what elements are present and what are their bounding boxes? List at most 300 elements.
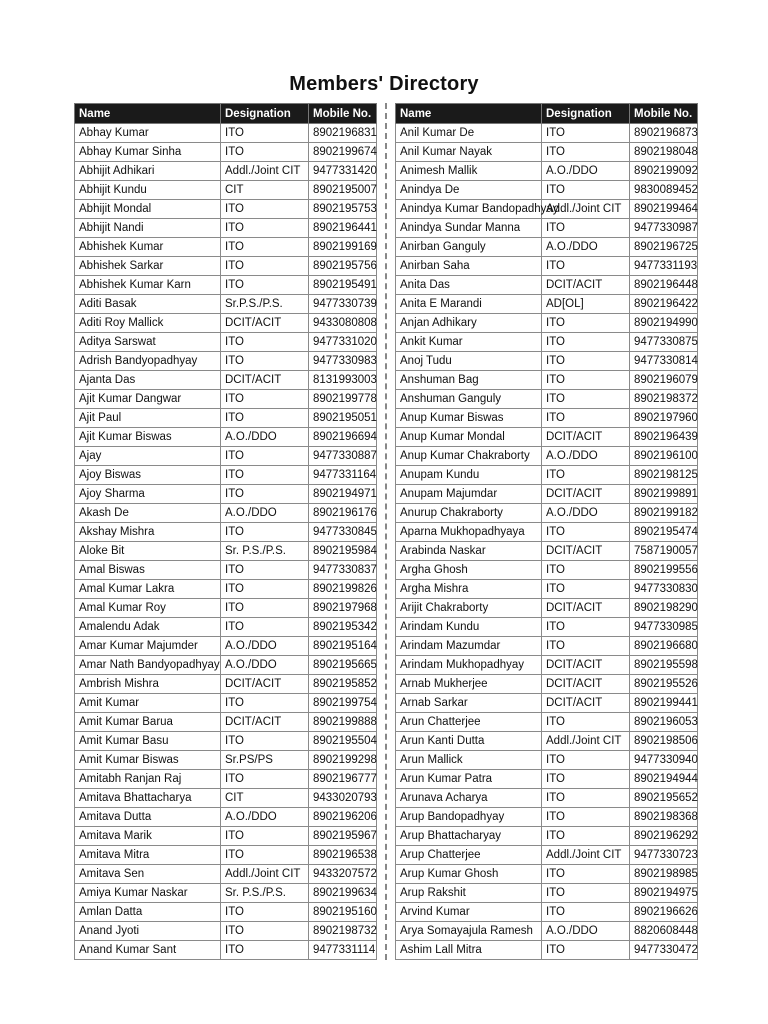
cell-mobile: 8902195491 [309, 276, 377, 295]
table-row [75, 276, 377, 295]
table-row [396, 504, 698, 523]
cell-mobile: 8902194975 [630, 884, 698, 903]
table-row [75, 903, 377, 922]
table-row [75, 732, 377, 751]
cell-name: Aparna Mukhopadhyaya [396, 523, 542, 542]
cell-designation: ITO [221, 276, 309, 295]
table-row [75, 637, 377, 656]
cell-name: Akshay Mishra [75, 523, 221, 542]
cell-name: Animesh Mallik [396, 162, 542, 181]
cell-designation: DCIT/ACIT [542, 656, 630, 675]
cell-designation: A.O./DDO [542, 238, 630, 257]
cell-mobile: 8902198732 [309, 922, 377, 941]
cell-designation: ITO [542, 219, 630, 238]
table-row [396, 371, 698, 390]
cell-designation: ITO [542, 124, 630, 143]
cell-mobile: 8902199754 [309, 694, 377, 713]
cell-designation: Addl./Joint CIT [221, 865, 309, 884]
directory-table-right [395, 103, 698, 960]
cell-name: Arup Kumar Ghosh [396, 865, 542, 884]
cell-name: Anand Kumar Sant [75, 941, 221, 960]
table-row [75, 352, 377, 371]
cell-name: Amar Nath Bandyopadhyay [75, 656, 221, 675]
cell-mobile: 8902196694 [309, 428, 377, 447]
cell-name: Anup Kumar Biswas [396, 409, 542, 428]
cell-name: Ajit Kumar Dangwar [75, 390, 221, 409]
cell-mobile: 8902196053 [630, 713, 698, 732]
cell-mobile: 8902195504 [309, 732, 377, 751]
cell-name: Ajit Paul [75, 409, 221, 428]
table-header-row [75, 104, 377, 124]
cell-designation: A.O./DDO [221, 504, 309, 523]
table-row [396, 751, 698, 770]
cell-mobile: 8902198506 [630, 732, 698, 751]
cell-name: Ambrish Mishra [75, 675, 221, 694]
cell-name: Amitava Bhattacharya [75, 789, 221, 808]
cell-designation: Sr. P.S./P.S. [221, 884, 309, 903]
cell-mobile: 8902196777 [309, 770, 377, 789]
cell-name: Ajit Kumar Biswas [75, 428, 221, 447]
table-row [396, 428, 698, 447]
table-row [75, 181, 377, 200]
table-row [75, 523, 377, 542]
cell-name: Anil Kumar Nayak [396, 143, 542, 162]
cell-designation: Sr.PS/PS [221, 751, 309, 770]
cell-designation: ITO [542, 637, 630, 656]
cell-mobile: 8902199182 [630, 504, 698, 523]
cell-name: Amiya Kumar Naskar [75, 884, 221, 903]
cell-designation: ITO [221, 447, 309, 466]
cell-name: Arun Kumar Patra [396, 770, 542, 789]
cell-name: Argha Ghosh [396, 561, 542, 580]
table-row [75, 466, 377, 485]
table-row [396, 922, 698, 941]
cell-mobile: 8131993003 [309, 371, 377, 390]
cell-name: Amal Kumar Roy [75, 599, 221, 618]
cell-designation: ITO [542, 580, 630, 599]
cell-mobile: 8902196538 [309, 846, 377, 865]
cell-mobile: 8902196448 [630, 276, 698, 295]
cell-name: Anup Kumar Chakraborty [396, 447, 542, 466]
cell-name: Anindya Kumar Bandopadhyay [396, 200, 542, 219]
table-row [75, 599, 377, 618]
cell-name: Aloke Bit [75, 542, 221, 561]
cell-name: Amit Kumar Biswas [75, 751, 221, 770]
cell-name: Amitabh Ranjan Raj [75, 770, 221, 789]
cell-designation: ITO [542, 789, 630, 808]
cell-name: Amit Kumar Barua [75, 713, 221, 732]
cell-designation: ITO [542, 257, 630, 276]
table-row [396, 884, 698, 903]
table-row [396, 447, 698, 466]
cell-name: Abhijit Adhikari [75, 162, 221, 181]
cell-designation: DCIT/ACIT [542, 485, 630, 504]
table-row [75, 238, 377, 257]
cell-designation: ITO [221, 523, 309, 542]
cell-name: Anoj Tudu [396, 352, 542, 371]
cell-designation: ITO [542, 314, 630, 333]
table-row [396, 352, 698, 371]
cell-mobile: 9433080808 [309, 314, 377, 333]
table-row [75, 257, 377, 276]
cell-mobile: 9477330837 [309, 561, 377, 580]
table-row [75, 447, 377, 466]
cell-mobile: 8902195753 [309, 200, 377, 219]
cell-designation: ITO [221, 922, 309, 941]
table-row [75, 656, 377, 675]
cell-designation: ITO [542, 751, 630, 770]
table-row [396, 314, 698, 333]
table-row [396, 789, 698, 808]
cell-designation: ITO [221, 124, 309, 143]
cell-name: Arnab Mukherjee [396, 675, 542, 694]
table-row [396, 580, 698, 599]
table-row [396, 827, 698, 846]
cell-designation: DCIT/ACIT [221, 713, 309, 732]
directory-table-left [74, 103, 377, 960]
table-row [396, 694, 698, 713]
cell-designation: A.O./DDO [221, 428, 309, 447]
cell-name: Abhishek Sarkar [75, 257, 221, 276]
table-row [75, 827, 377, 846]
cell-mobile: 8902199826 [309, 580, 377, 599]
table-row [75, 314, 377, 333]
cell-name: Anjan Adhikary [396, 314, 542, 333]
cell-designation: ITO [221, 200, 309, 219]
table-row [75, 713, 377, 732]
cell-designation: ITO [542, 827, 630, 846]
cell-mobile: 8902199464 [630, 200, 698, 219]
cell-mobile: 8902198290 [630, 599, 698, 618]
cell-mobile: 8902195051 [309, 409, 377, 428]
table-row [396, 162, 698, 181]
table-row [75, 428, 377, 447]
cell-mobile: 8902195342 [309, 618, 377, 637]
cell-designation: DCIT/ACIT [542, 694, 630, 713]
cell-designation: DCIT/ACIT [542, 276, 630, 295]
cell-mobile: 9477330472 [630, 941, 698, 960]
cell-name: Abhijit Nandi [75, 219, 221, 238]
cell-name: Aditi Roy Mallick [75, 314, 221, 333]
table-row [75, 580, 377, 599]
cell-name: Arup Bandopadhyay [396, 808, 542, 827]
table-row [75, 694, 377, 713]
table-row [75, 200, 377, 219]
cell-name: Aditya Sarswat [75, 333, 221, 352]
cell-name: Abhishek Kumar Karn [75, 276, 221, 295]
cell-name: Arup Chatterjee [396, 846, 542, 865]
cell-designation: ITO [221, 827, 309, 846]
cell-designation: ITO [221, 618, 309, 637]
cell-name: Arijit Chakraborty [396, 599, 542, 618]
cell-designation: DCIT/ACIT [542, 428, 630, 447]
table-row [396, 124, 698, 143]
cell-name: Anupam Majumdar [396, 485, 542, 504]
cell-name: Anita Das [396, 276, 542, 295]
cell-mobile: 8902195756 [309, 257, 377, 276]
cell-mobile: 8902196100 [630, 447, 698, 466]
cell-designation: A.O./DDO [542, 922, 630, 941]
cell-mobile: 9830089452 [630, 181, 698, 200]
cell-name: Aditi Basak [75, 295, 221, 314]
cell-designation: Addl./Joint CIT [542, 200, 630, 219]
cell-designation: ITO [221, 238, 309, 257]
cell-mobile: 8902199556 [630, 561, 698, 580]
cell-mobile: 9477331114 [309, 941, 377, 960]
cell-designation: ITO [221, 694, 309, 713]
table-row [396, 409, 698, 428]
cell-mobile: 8902195526 [630, 675, 698, 694]
cell-name: Ajoy Biswas [75, 466, 221, 485]
table-row [75, 485, 377, 504]
table-row [75, 390, 377, 409]
table-row [396, 333, 698, 352]
cell-designation: ITO [221, 485, 309, 504]
cell-name: Arun Chatterjee [396, 713, 542, 732]
cell-designation: ITO [221, 409, 309, 428]
table-row [396, 523, 698, 542]
cell-mobile: 9477330983 [309, 352, 377, 371]
cell-designation: ITO [221, 941, 309, 960]
cell-designation: DCIT/ACIT [542, 599, 630, 618]
cell-mobile: 8902198048 [630, 143, 698, 162]
cell-name: Anindya Sundar Manna [396, 219, 542, 238]
cell-mobile: 8902196725 [630, 238, 698, 257]
cell-designation: AD[OL] [542, 295, 630, 314]
cell-name: Anshuman Bag [396, 371, 542, 390]
table-row [396, 770, 698, 789]
cell-mobile: 9477331020 [309, 333, 377, 352]
table-row [396, 542, 698, 561]
cell-name: Ajay [75, 447, 221, 466]
table-row [75, 124, 377, 143]
cell-designation: ITO [221, 333, 309, 352]
cell-designation: ITO [542, 770, 630, 789]
cell-designation: ITO [542, 409, 630, 428]
table-row [396, 181, 698, 200]
column-header-name: Name [396, 104, 542, 124]
cell-mobile: 9477330985 [630, 618, 698, 637]
cell-mobile: 8902195474 [630, 523, 698, 542]
cell-name: Ajoy Sharma [75, 485, 221, 504]
cell-mobile: 8902195160 [309, 903, 377, 922]
table-row [396, 675, 698, 694]
cell-mobile: 8902194990 [630, 314, 698, 333]
cell-designation: DCIT/ACIT [542, 675, 630, 694]
table-row [396, 713, 698, 732]
cell-name: Arun Mallick [396, 751, 542, 770]
cell-designation: ITO [542, 143, 630, 162]
table-row [75, 219, 377, 238]
cell-mobile: 8902199441 [630, 694, 698, 713]
table-row [75, 542, 377, 561]
cell-designation: DCIT/ACIT [542, 542, 630, 561]
cell-designation: ITO [221, 466, 309, 485]
cell-designation: DCIT/ACIT [221, 675, 309, 694]
cell-name: Amitava Sen [75, 865, 221, 884]
cell-designation: ITO [542, 333, 630, 352]
table-row [75, 770, 377, 789]
cell-mobile: 9477331164 [309, 466, 377, 485]
cell-mobile: 8902196873 [630, 124, 698, 143]
cell-name: Amit Kumar Basu [75, 732, 221, 751]
cell-designation: ITO [542, 181, 630, 200]
table-row [75, 941, 377, 960]
cell-mobile: 8902194944 [630, 770, 698, 789]
cell-mobile: 8902198372 [630, 390, 698, 409]
table-row [75, 846, 377, 865]
cell-name: Amar Kumar Majumder [75, 637, 221, 656]
cell-mobile: 9477330875 [630, 333, 698, 352]
cell-mobile: 8902195984 [309, 542, 377, 561]
table-row [396, 846, 698, 865]
page-title: Members' Directory [289, 73, 479, 96]
cell-mobile: 8902199778 [309, 390, 377, 409]
cell-name: Arindam Mukhopadhyay [396, 656, 542, 675]
cell-designation: ITO [221, 903, 309, 922]
cell-designation: ITO [221, 143, 309, 162]
cell-name: Amitava Dutta [75, 808, 221, 827]
cell-mobile: 8902195852 [309, 675, 377, 694]
table-row [396, 295, 698, 314]
cell-mobile: 9477330845 [309, 523, 377, 542]
cell-mobile: 8902197968 [309, 599, 377, 618]
table-body-left [75, 124, 377, 960]
table-row [396, 732, 698, 751]
table-row [396, 865, 698, 884]
table-row [396, 561, 698, 580]
cell-name: Arya Somayajula Ramesh [396, 922, 542, 941]
cell-mobile: 8902199634 [309, 884, 377, 903]
table-row [396, 257, 698, 276]
cell-name: Arvind Kumar [396, 903, 542, 922]
cell-designation: ITO [221, 390, 309, 409]
table-row [75, 922, 377, 941]
table-row [396, 656, 698, 675]
table-row [75, 409, 377, 428]
cell-designation: A.O./DDO [542, 447, 630, 466]
table-row [75, 751, 377, 770]
cell-designation: ITO [542, 713, 630, 732]
cell-designation: ITO [542, 808, 630, 827]
cell-designation: A.O./DDO [542, 162, 630, 181]
cell-mobile: 8902199169 [309, 238, 377, 257]
cell-name: Anupam Kundu [396, 466, 542, 485]
table-row [396, 466, 698, 485]
cell-mobile: 8902196441 [309, 219, 377, 238]
cell-designation: ITO [221, 257, 309, 276]
cell-designation: A.O./DDO [542, 504, 630, 523]
cell-name: Amlan Datta [75, 903, 221, 922]
cell-mobile: 9477331193 [630, 257, 698, 276]
cell-designation: CIT [221, 181, 309, 200]
cell-mobile: 8820608448 [630, 922, 698, 941]
cell-name: Abhishek Kumar [75, 238, 221, 257]
table-row [75, 675, 377, 694]
cell-name: Arunava Acharya [396, 789, 542, 808]
cell-mobile: 9433207572 [309, 865, 377, 884]
cell-name: Abhijit Mondal [75, 200, 221, 219]
cell-mobile: 8902196439 [630, 428, 698, 447]
cell-mobile: 8902195665 [309, 656, 377, 675]
cell-designation: ITO [221, 846, 309, 865]
cell-name: Anurup Chakraborty [396, 504, 542, 523]
table-row [396, 390, 698, 409]
cell-designation: ITO [542, 561, 630, 580]
cell-mobile: 9477330814 [630, 352, 698, 371]
cell-name: Arindam Kundu [396, 618, 542, 637]
table-row [396, 219, 698, 238]
cell-designation: Sr.P.S./P.S. [221, 295, 309, 314]
column-header-mobile: Mobile No. [630, 104, 698, 124]
table-body-right [396, 124, 698, 960]
cell-mobile: 8902199891 [630, 485, 698, 504]
cell-designation: ITO [542, 371, 630, 390]
column-divider [385, 103, 387, 960]
cell-name: Anirban Ganguly [396, 238, 542, 257]
table-header-row [396, 104, 698, 124]
cell-name: Anirban Saha [396, 257, 542, 276]
table-row [396, 941, 698, 960]
column-header-designation: Designation [542, 104, 630, 124]
cell-mobile: 8902199092 [630, 162, 698, 181]
cell-name: Anil Kumar De [396, 124, 542, 143]
cell-designation: ITO [221, 732, 309, 751]
cell-designation: Addl./Joint CIT [221, 162, 309, 181]
cell-name: Amitava Marik [75, 827, 221, 846]
cell-mobile: 8902199674 [309, 143, 377, 162]
table-row [396, 903, 698, 922]
cell-designation: ITO [542, 903, 630, 922]
cell-designation: Sr. P.S./P.S. [221, 542, 309, 561]
cell-mobile: 7587190057 [630, 542, 698, 561]
cell-mobile: 8902195598 [630, 656, 698, 675]
cell-name: Ankit Kumar [396, 333, 542, 352]
cell-mobile: 8902196831 [309, 124, 377, 143]
column-header-mobile: Mobile No. [309, 104, 377, 124]
cell-designation: ITO [542, 941, 630, 960]
cell-name: Anita E Marandi [396, 295, 542, 314]
cell-designation: ITO [542, 618, 630, 637]
cell-name: Amal Biswas [75, 561, 221, 580]
column-header-designation: Designation [221, 104, 309, 124]
cell-mobile: 9477330830 [630, 580, 698, 599]
cell-designation: A.O./DDO [221, 637, 309, 656]
cell-mobile: 9477330887 [309, 447, 377, 466]
table-row [396, 808, 698, 827]
table-row [75, 884, 377, 903]
cell-mobile: 8902196422 [630, 295, 698, 314]
table-row [75, 143, 377, 162]
cell-mobile: 8902196079 [630, 371, 698, 390]
cell-name: Anindya De [396, 181, 542, 200]
cell-mobile: 9477330940 [630, 751, 698, 770]
cell-designation: DCIT/ACIT [221, 314, 309, 333]
cell-name: Ajanta Das [75, 371, 221, 390]
table-row [75, 371, 377, 390]
cell-designation: ITO [542, 390, 630, 409]
cell-mobile: 9477331420 [309, 162, 377, 181]
cell-name: Amalendu Adak [75, 618, 221, 637]
cell-designation: A.O./DDO [221, 656, 309, 675]
table-row [75, 618, 377, 637]
cell-name: Abhay Kumar [75, 124, 221, 143]
cell-name: Amal Kumar Lakra [75, 580, 221, 599]
cell-designation: Addl./Joint CIT [542, 846, 630, 865]
cell-name: Abhijit Kundu [75, 181, 221, 200]
cell-mobile: 8902199888 [309, 713, 377, 732]
cell-designation: DCIT/ACIT [221, 371, 309, 390]
